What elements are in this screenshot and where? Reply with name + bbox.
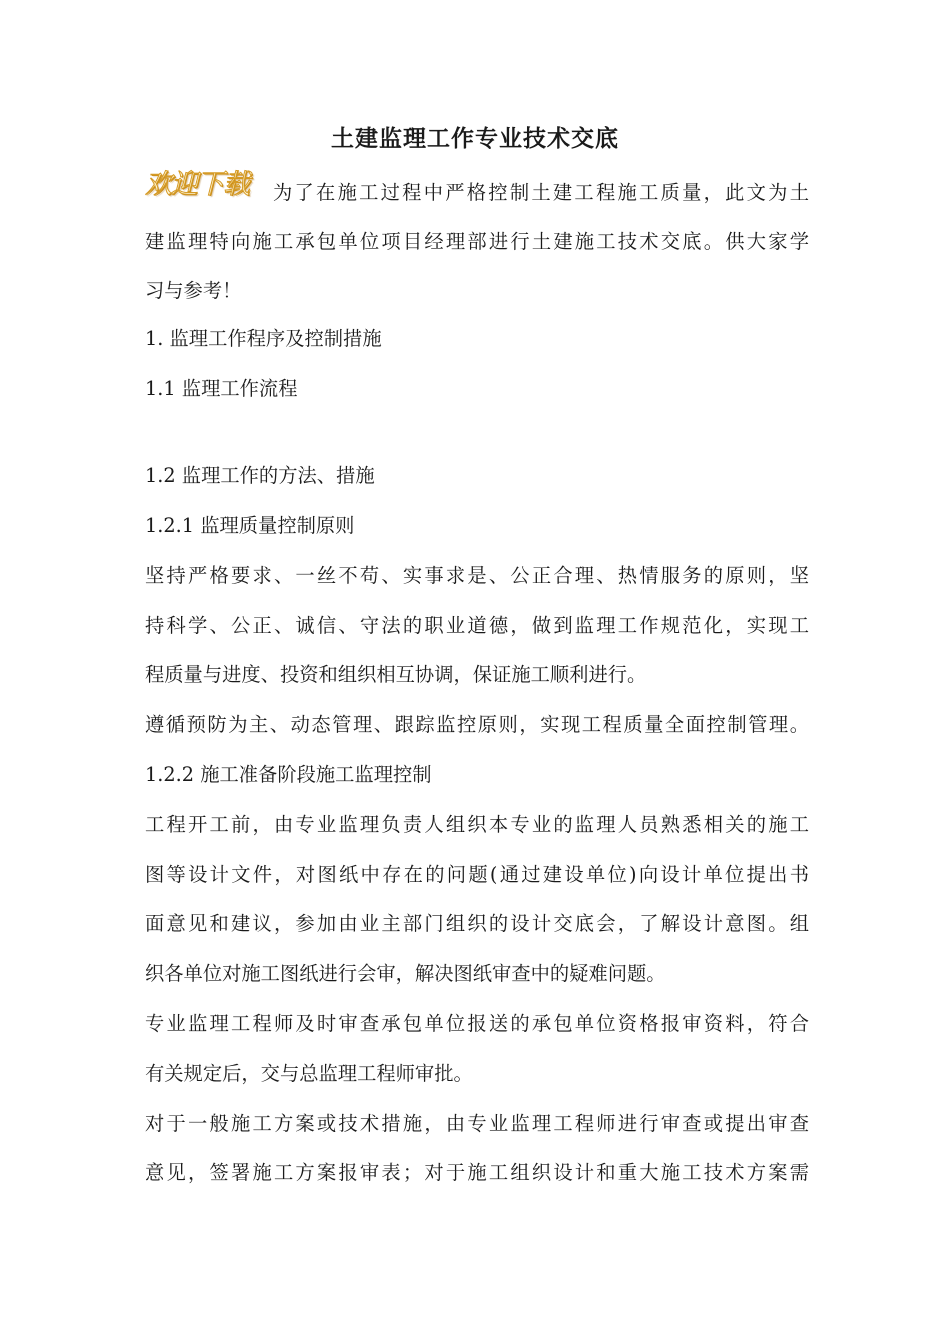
welcome-download-stamp: 欢迎下载: [145, 169, 249, 200]
section-heading: 1.2.1 监理质量控制原则: [145, 514, 355, 537]
paragraph-line: 持科学、公正、诚信、守法的职业道德，做到监理工作规范化，实现工: [145, 614, 809, 637]
paragraph-line: 程质量与进度、投资和组织相互协调，保证施工顺利进行。: [145, 663, 647, 686]
paragraph-line: 专业监理工程师及时审查承包单位报送的承包单位资格报审资料，符合: [145, 1012, 809, 1035]
section-heading: 1.1 监理工作流程: [145, 377, 298, 400]
paragraph-line: 对于一般施工方案或技术措施，由专业监理工程师进行审查或提出审查: [145, 1112, 809, 1135]
section-heading: 1.2 监理工作的方法、措施: [145, 464, 375, 487]
paragraph-line: 习与参考！: [145, 279, 242, 302]
paragraph-line: 为了在施工过程中严格控制土建工程施工质量，此文为土: [273, 181, 809, 204]
paragraph-line: 遵循预防为主、动态管理、跟踪监控原则，实现工程质量全面控制管理。: [145, 713, 809, 736]
paragraph-line: 工程开工前，由专业监理负责人组织本专业的监理人员熟悉相关的施工: [145, 813, 809, 836]
paragraph-line: 图等设计文件，对图纸中存在的问题(通过建设单位)向设计单位提出书: [145, 863, 809, 886]
section-heading: 1. 监理工作程序及控制措施: [145, 327, 382, 350]
paragraph-line: 织各单位对施工图纸进行会审，解决图纸审查中的疑难问题。: [145, 962, 666, 985]
section-heading: 1.2.2 施工准备阶段施工监理控制: [145, 763, 432, 786]
paragraph-line: 坚持严格要求、一丝不苟、实事求是、公正合理、热情服务的原则，坚: [145, 564, 809, 587]
paragraph-line: 意见，签署施工方案报审表；对于施工组织设计和重大施工技术方案需: [145, 1161, 809, 1184]
paragraph-line: 有关规定后，交与总监理工程师审批。: [145, 1062, 473, 1085]
document-title: 土建监理工作专业技术交底: [331, 125, 619, 152]
paragraph-line: 面意见和建议，参加由业主部门组织的设计交底会，了解设计意图。组: [145, 912, 809, 935]
paragraph-line: 建监理特向施工承包单位项目经理部进行土建施工技术交底。供大家学: [145, 230, 809, 253]
